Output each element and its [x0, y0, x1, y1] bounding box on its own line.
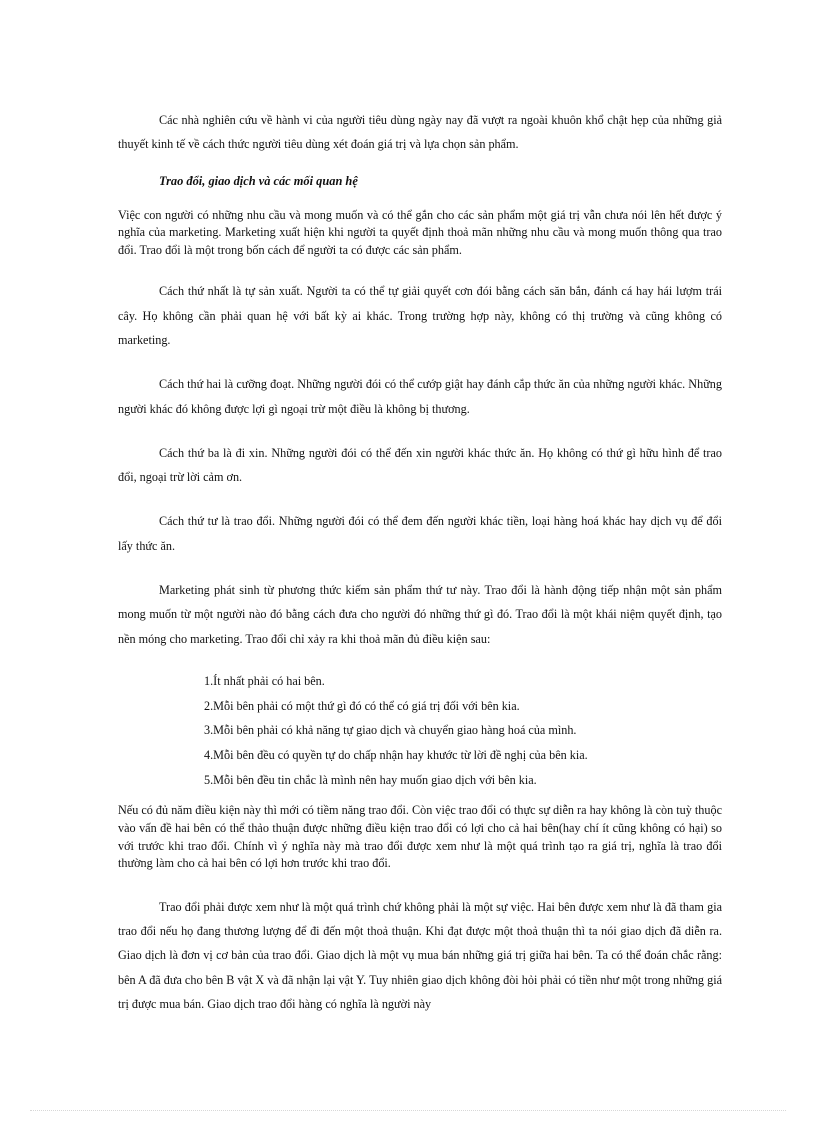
condition-item: 5.Mỗi bên đều tin chắc là mình nên hay muốn giao dịch với bên kia.	[204, 772, 537, 787]
paragraph-way-2: Cách thứ hai là cưỡng đoạt. Những người đói có thể cướp giật hay đánh cắp thức ăn của những người khác. Những người khác đó không được lợi gì ngoại trừ một điều là không bị thương.	[118, 377, 722, 416]
page-bottom-divider	[30, 1110, 786, 1111]
paragraph-needs: Việc con người có những nhu cầu và mong muốn và có thể gắn cho các sản phẩm một giá trị vẫn chưa nói lên hết được ý nghĩa của marketing. Marketing xuất hiện khi người ta quyết định thoả mãn những nhu cầu và mong muốn thông qua trao đổi. Trao đổi là một trong bốn cách để người ta có được các sản phẩm.	[118, 207, 722, 257]
paragraph-potential: Nếu có đủ năm điều kiện này thì mới có tiềm năng trao đổi. Còn việc trao đổi có thực sự diễn ra hay không là còn tuỳ thuộc vào vấn đề hai bên có thể thảo thuận được những điều kiện trao đổi có lợi cho cả hai bên(hay chí ít cũng không có hại) so với trước khi trao đổi. Chính vì ý nghĩa này mà trao đổi được xem như là một quá trình tạo ra giá trị, nghĩa là trao đổi thường làm cho cả hai bên có lợi hơn trước khi trao đổi.	[118, 803, 722, 871]
paragraph-process: Trao đổi phải được xem như là một quá trình chứ không phải là một sự việc. Hai bên được xem như là đã tham gia trao đổi nếu họ đang thương lượng để đi đến một thoả thuận. Khi đạt được một thoả thuận thì ta nói giao dịch đã diễn ra. Giao dịch là đơn vị cơ bản của trao đổi. Giao dịch là một vụ mua bán những giá trị giữa hai bên. Ta có thể đoán chắc rằng: bên A đã đưa cho bên B vật X và đã nhận lại vật Y. Tuy nhiên giao dịch không đòi hỏi phải có tiền như một trong những giá trị được mua bán. Giao dịch trao đổi hàng có nghĩa là người này	[118, 899, 722, 1012]
paragraph-marketing: Marketing phát sinh từ phương thức kiếm sản phẩm thứ tư này. Trao đổi là hành động tiếp nhận một sản phẩm mong muốn từ một người nào đó bằng cách đưa cho người đó những thứ gì đó. Trao đổi là một khái niệm quyết định, tạo nền móng cho marketing. Trao đổi chỉ xảy ra khi thoả mãn đủ điều kiện sau:	[118, 583, 722, 646]
paragraph-way-1: Cách thứ nhất là tự sản xuất. Người ta có thể tự giải quyết cơn đói bằng cách săn bắn, đánh cá hay hái lượm trái cây. Họ không cần phải quan hệ với bất kỳ ai khác. Trong trường hợp này, không có thị trường và cũng không có marketing.	[118, 284, 722, 347]
condition-item: 1.Ít nhất phải có hai bên.	[204, 673, 325, 688]
condition-item: 2.Mỗi bên phải có một thứ gì đó có thể có giá trị đối với bên kia.	[204, 698, 520, 713]
paragraph-way-4: Cách thứ tư là trao đổi. Những người đói có thể đem đến người khác tiền, loại hàng hoá khác hay dịch vụ để đổi lấy thức ăn.	[118, 514, 722, 553]
condition-item: 4.Mỗi bên đều có quyền tự do chấp nhận hay khước từ lời đề nghị của bên kia.	[204, 748, 588, 763]
conditions-list	[118, 669, 722, 793]
paragraph-way-3: Cách thứ ba là đi xin. Những người đói có thể đến xin người khác thức ăn. Họ không có thứ gì hữu hình để trao đổi, ngoại trừ lời cảm ơn.	[118, 445, 722, 485]
document-page	[118, 108, 722, 1016]
condition-item: 3.Mỗi bên phải có khả năng tự giao dịch và chuyển giao hàng hoá của mình.	[204, 723, 577, 738]
paragraph-intro: Các nhà nghiên cứu về hành vi của người tiêu dùng ngày nay đã vượt ra ngoài khuôn khổ chật hẹp của những giả thuyết kinh tế về cách thức người tiêu dùng xét đoán giá trị và lựa chọn sản phẩm.	[118, 113, 722, 152]
section-heading: Trao đổi, giao dịch và các mối quan hệ	[159, 173, 358, 188]
